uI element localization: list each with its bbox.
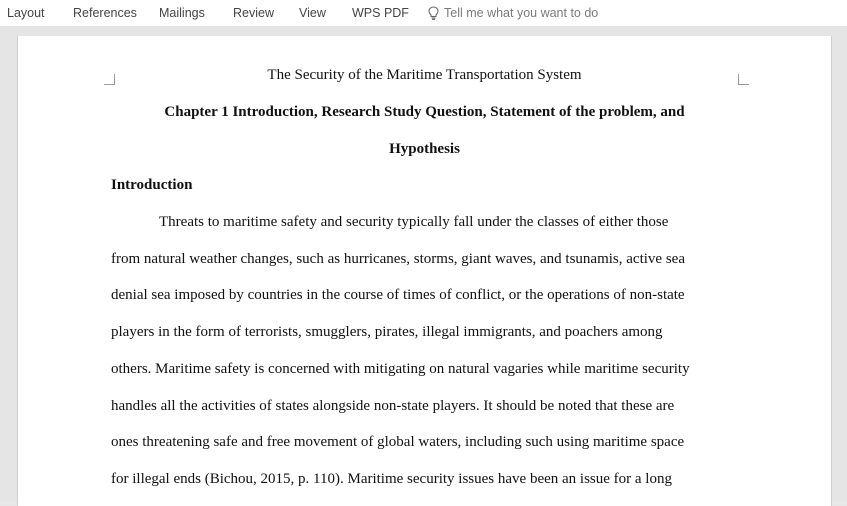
document-title: The Security of the Maritime Transportation System	[267, 67, 582, 83]
tab-view[interactable]: View	[299, 6, 326, 20]
body-line: denial sea imposed by countries in the course of times of conflict, or the operations of non-state	[111, 287, 685, 303]
tell-me-placeholder: Tell me what you want to do	[444, 6, 599, 20]
tell-me-search[interactable]	[428, 0, 598, 26]
lightbulb-icon	[428, 6, 439, 20]
document-page[interactable]	[17, 36, 832, 506]
body-line: handles all the activities of states alongside non-state players. It should be noted that these are	[111, 398, 675, 414]
ribbon-tab-bar	[0, 0, 847, 26]
tab-wps-pdf[interactable]: WPS PDF	[352, 6, 409, 20]
body-line: others. Maritime safety is concerned with mitigating on natural vagaries while maritime security	[111, 361, 690, 377]
body-line: players in the form of terrorists, smugglers, pirates, illegal immigrants, and poachers among	[111, 324, 663, 340]
tab-layout[interactable]: Layout	[7, 6, 45, 20]
body-line: Threats to maritime safety and security typically fall under the classes of either those	[159, 214, 669, 230]
section-heading: Introduction	[111, 177, 193, 193]
tab-review[interactable]: Review	[233, 6, 274, 20]
tab-mailings[interactable]: Mailings	[159, 6, 205, 20]
tab-references[interactable]: References	[73, 6, 137, 20]
chapter-heading-line1: Chapter 1 Introduction, Research Study Question, Statement of the problem, and	[164, 104, 685, 120]
body-line: from natural weather changes, such as hurricanes, storms, giant waves, and tsunamis, active sea	[111, 251, 685, 267]
chapter-heading-line2: Hypothesis	[389, 141, 460, 157]
body-line: ones threatening safe and free movement of global waters, including such using maritime space	[111, 434, 685, 450]
body-line: for illegal ends (Bichou, 2015, p. 110). Maritime security issues have been an issue for a long	[111, 471, 672, 487]
